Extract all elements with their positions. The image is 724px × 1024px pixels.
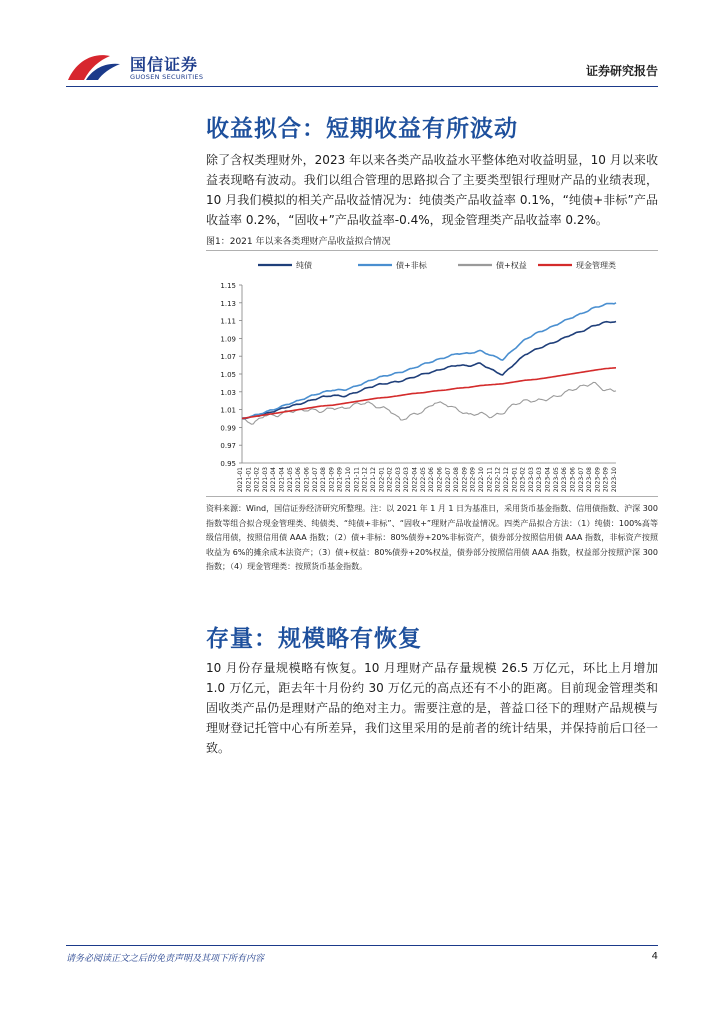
x-tick-label: 2021-01 (237, 467, 244, 493)
x-tick-label: 2022-06 (436, 467, 444, 493)
section-title-stock-scale: 存量：规模略有恢复 (206, 626, 422, 652)
x-tick-label: 2021-04 (270, 467, 278, 493)
x-tick-label: 2022-05 (419, 467, 427, 493)
chart-y-axis (220, 282, 242, 468)
report-type-label: 证券研究报告 (585, 64, 658, 78)
x-tick-label: 2023-02 (519, 467, 527, 493)
section-title-yield-fit: 收益拟合：短期收益有所波动 (206, 116, 518, 142)
x-tick-label: 2022-01 (378, 467, 386, 493)
x-tick-label: 2021-03 (261, 467, 269, 493)
x-tick-label: 2023-06 (561, 467, 569, 493)
x-tick-label: 2022-10 (478, 467, 486, 493)
x-tick-label: 2021-12 (369, 467, 377, 493)
x-tick-label: 2022-06 (428, 467, 436, 493)
x-tick-label: 2021-10 (345, 467, 353, 493)
y-tick-label: 0.99 (220, 424, 236, 433)
footer-divider (66, 945, 658, 946)
x-tick-label: 2021-08 (320, 467, 328, 493)
x-tick-label: 2021-06 (303, 467, 311, 493)
x-tick-label: 2022-03 (403, 467, 411, 493)
x-tick-label: 2023-07 (577, 467, 585, 493)
x-tick-label: 2022-11 (486, 467, 494, 493)
x-tick-label: 2022-02 (386, 467, 394, 493)
y-tick-label: 1.11 (220, 317, 236, 326)
brand-name: 国信证券 (130, 55, 199, 74)
y-tick-label: 0.97 (220, 442, 236, 451)
y-tick-label: 1.05 (220, 371, 236, 379)
x-tick-label: 2023-09 (602, 467, 610, 493)
x-tick-label: 2021-02 (253, 467, 261, 493)
y-tick-label: 1.01 (220, 406, 236, 415)
x-tick-label: 2021-06 (295, 467, 303, 493)
y-tick-label: 0.95 (220, 460, 236, 468)
series-line-1 (242, 303, 616, 418)
x-tick-label: 2022-03 (394, 467, 402, 493)
y-tick-label: 1.07 (220, 353, 236, 362)
series-line-0 (242, 322, 616, 419)
x-tick-label: 2021-07 (311, 467, 319, 493)
section-paragraph-yield-fit: 除了含权类理财外，2023 年以来各类产品收益水平整体绝对收益明显，10 月以来收益表现略有波动。我们以组合管理的思路拟合了主要类型银行理财产品的业绩表现，10 月我们模拟的相关产品收益情况为：纯债类产品收益率 0.1%，“纯债+非标”产品收益率 0.2%，“固收+”产品收益率-0.4%，现金管理类产品收益率 0.2%。 (206, 153, 658, 227)
x-tick-label: 2021-09 (336, 467, 344, 493)
x-tick-label: 2021-09 (328, 467, 336, 493)
chart-plot-area (242, 303, 616, 424)
x-tick-label: 2023-08 (586, 467, 594, 493)
figure-source-note: 资料来源：Wind，国信证券经济研究所整理。注：以 2021 年 1 月 1 日为基准日，采用货币基金指数、信用债指数、沪深 300 指数等组合拟合现金管理类、纯债类、“纯债+非标”、“固收+”理财产品收益情况。四类产品拟合方法：（1）纯债：100%高等级信用债，按照信用债 AAA 指数；（2）债+非标：80%债券+20%非标资产，债券部分按照信用债 AAA 指数，非标资产按照收益为 6%的摊余成本法资产；（3）债+权益：80%债券+20%权益，债券部分按照信用债 AAA 指数，权益部分按照沪深 300 指数；（4）现金管理类：按照货币基金指数。 (206, 504, 658, 571)
legend-label-0: 纯债 (296, 261, 312, 270)
legend-label-1: 债+非标 (396, 261, 427, 270)
x-tick-label: 2023-09 (594, 467, 602, 493)
footer-disclaimer: 请务必阅读正文之后的免责声明及其项下所有内容 (66, 954, 265, 964)
x-tick-label: 2022-08 (453, 467, 461, 493)
series-line-2 (242, 382, 616, 424)
x-tick-label: 2021-04 (278, 467, 286, 493)
y-tick-label: 1.13 (220, 299, 236, 308)
x-tick-label: 2023-03 (527, 467, 535, 493)
guosen-logo-icon (66, 50, 122, 84)
x-tick-label: 2022-09 (469, 467, 477, 493)
x-tick-label: 2023-10 (611, 467, 618, 493)
x-tick-label: 2022-12 (502, 467, 510, 493)
x-tick-label: 2021-11 (353, 467, 361, 493)
y-tick-label: 1.03 (220, 388, 236, 397)
x-tick-label: 2021-05 (286, 467, 294, 493)
legend-label-3: 现金管理类 (576, 261, 616, 270)
page-number: 4 (651, 951, 658, 962)
header-divider (66, 86, 658, 87)
x-tick-label: 2023-03 (536, 467, 544, 493)
y-tick-label: 1.15 (220, 282, 236, 290)
x-tick-label: 2021-12 (361, 467, 369, 493)
figure-top-rule (206, 250, 658, 251)
figure-caption: 图1：2021 年以来各类理财产品收益拟合情况 (206, 237, 391, 247)
x-tick-label: 2022-09 (461, 467, 469, 493)
x-tick-label: 2022-04 (411, 467, 419, 493)
y-tick-label: 1.09 (220, 335, 236, 344)
brand-name-english: GUOSEN SECURITIES (130, 73, 204, 81)
x-tick-label: 2023-04 (544, 467, 552, 493)
x-tick-label: 2022-07 (444, 467, 452, 493)
x-tick-label: 2023-06 (569, 467, 577, 493)
figure-bottom-rule (206, 496, 658, 497)
chart-legend (258, 260, 616, 270)
legend-label-2: 债+权益 (496, 261, 527, 270)
yield-fit-line-chart (206, 253, 658, 493)
x-tick-label: 2023-05 (552, 467, 560, 493)
x-tick-label: 2021-01 (245, 467, 253, 493)
x-tick-label: 2023-01 (511, 467, 519, 493)
section-paragraph-stock-scale: 10 月份存量规模略有恢复。10 月理财产品存量规模 26.5 万亿元，环比上月增加 1.0 万亿元，距去年十月份约 30 万亿元的高点还有不小的距离。目前现金管理类和固收类产品仍是理财产品的绝对主力。需要注意的是，普益口径下的理财产品规模与理财登记托管中心有所差异，我们这里采用的是前者的统计结果，并保持前后口径一致。 (206, 661, 658, 755)
chart-x-axis (237, 463, 618, 492)
series-line-3 (242, 368, 616, 419)
x-tick-label: 2022-12 (494, 467, 502, 493)
